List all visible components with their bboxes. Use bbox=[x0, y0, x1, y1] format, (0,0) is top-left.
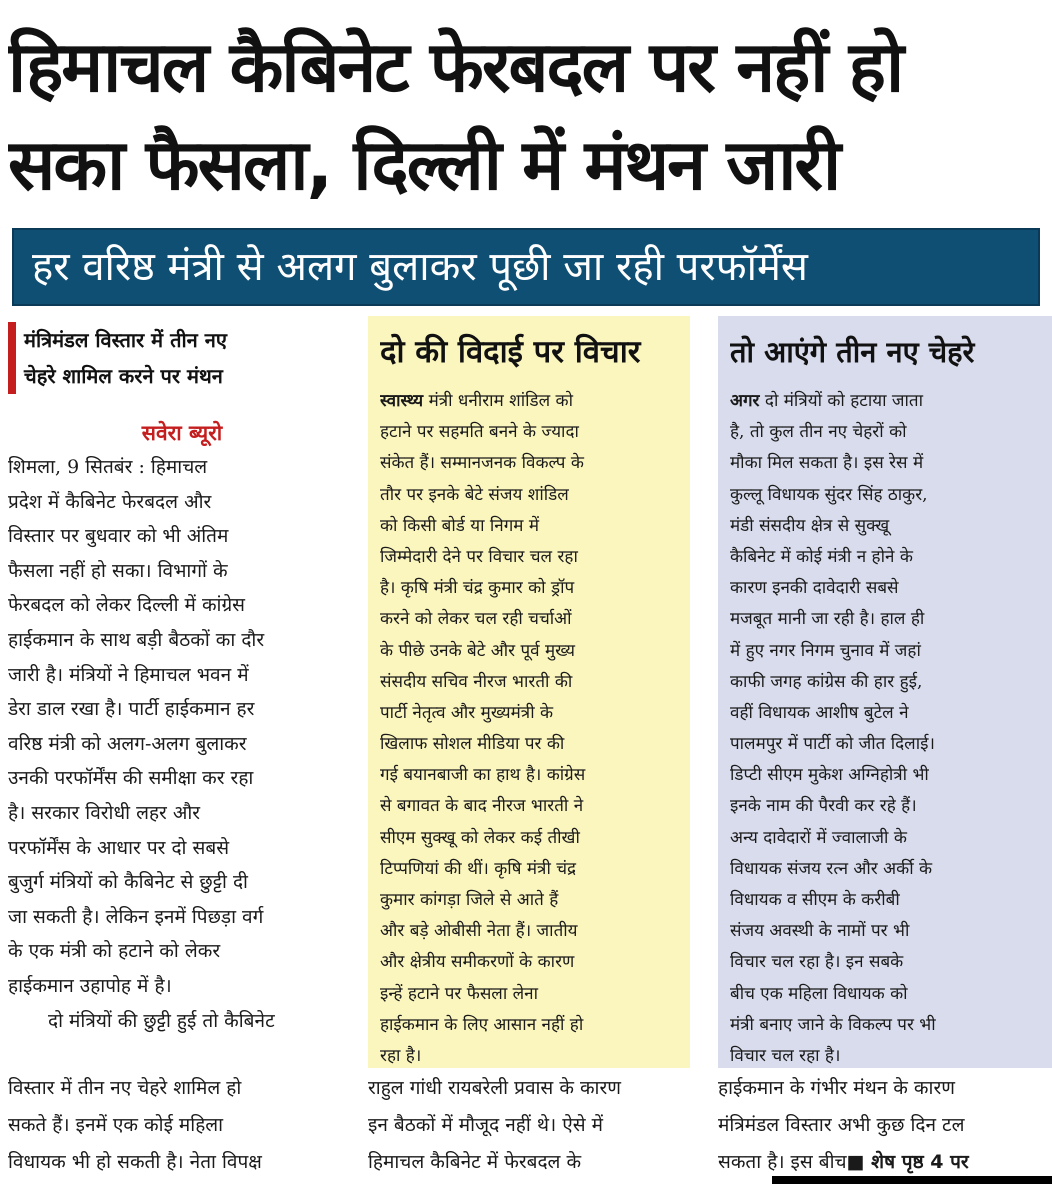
text-line: करने को लेकर चल रही चर्चाओं bbox=[380, 609, 572, 630]
text-line: काफी जगह कांग्रेस की हार हुई, bbox=[730, 671, 923, 692]
text-line: हाईकमान के लिए आसान नहीं हो bbox=[380, 1014, 584, 1035]
line-rest: मंत्री धनीराम शांडिल को bbox=[423, 391, 574, 411]
text-line: दो मंत्रियों की छुट्टी हुई तो कैबिनेट bbox=[48, 1009, 275, 1032]
text-line: विचार चल रहा है। इन सबके bbox=[730, 952, 904, 973]
text-line: जारी है। मंत्रियों ने हिमाचल भवन में bbox=[8, 663, 249, 686]
text-line: के एक मंत्री को हटाने को लेकर bbox=[8, 940, 221, 963]
text-line: और क्षेत्रीय समीकरणों के कारण bbox=[380, 952, 575, 973]
text-line: इन बैठकों में मौजूद नहीं थे। ऐसे में bbox=[368, 1114, 603, 1136]
text-line: टिप्पणियां की थीं। कृषि मंत्री चंद्र bbox=[380, 858, 577, 879]
text-line: संसदीय सचिव नीरज भारती की bbox=[380, 671, 573, 692]
text-line: इन्हें हटाने पर फैसला लेना bbox=[380, 983, 539, 1004]
text-line: पालमपुर में पार्टी को जीत दिलाई। bbox=[730, 734, 935, 755]
text-line: जा सकती है। लेकिन इनमें पिछड़ा वर्ग bbox=[8, 905, 264, 928]
text-line: बीच एक महिला विधायक को bbox=[730, 983, 908, 1004]
text-line: वहीं विधायक आशीष बुटेल ने bbox=[730, 702, 909, 723]
text-line: विधायक संजय रत्न और अर्की के bbox=[730, 858, 933, 879]
text-line: प्रदेश में कैबिनेट फेरबदल और bbox=[8, 490, 212, 513]
text-line: हाईकमान के साथ बड़ी बैठकों का दौर bbox=[8, 628, 265, 651]
text-line: डिप्टी सीएम मुकेश अग्निहोत्री भी bbox=[730, 765, 929, 786]
text-line: में हुए नगर निगम चुनाव में जहां bbox=[730, 640, 921, 661]
text-line: हटाने पर सहमति बनने के ज्यादा bbox=[380, 422, 579, 443]
lead-word: स्वास्थ्य bbox=[380, 391, 424, 411]
text-line: है। कृषि मंत्री चंद्र कुमार को ड्रॉप bbox=[380, 578, 575, 599]
text-line bbox=[730, 386, 1042, 417]
text-line: संकेत हैं। सम्मानजनक विकल्प के bbox=[380, 453, 584, 474]
sidebar-box-new-faces bbox=[718, 316, 1052, 1068]
column-1-subhead bbox=[8, 322, 356, 394]
text-line: वरिष्ठ मंत्री को अलग-अलग बुलाकर bbox=[8, 732, 247, 755]
bottom-column-3 bbox=[718, 1070, 1052, 1181]
text-line: हाईकमान के गंभीर मंथन के कारण bbox=[718, 1077, 955, 1099]
text-line: बुजुर्ग मंत्रियों को कैबिनेट से छुट्टी दी bbox=[8, 871, 248, 894]
text-line: कुल्लू विधायक सुंदर सिंह ठाकुर, bbox=[730, 484, 928, 505]
text-line: खिलाफ सोशल मीडिया पर की bbox=[380, 734, 565, 755]
text-line: इनके नाम की पैरवी कर रहे हैं। bbox=[730, 796, 917, 817]
text-line: मौका मिल सकता है। इस रेस में bbox=[730, 453, 924, 474]
text-line: है। सरकार विरोधी लहर और bbox=[8, 801, 201, 824]
line-rest: दो मंत्रियों को हटाया जाता bbox=[759, 391, 924, 411]
text-line: हिमाचल कैबिनेट में फेरबदल के bbox=[368, 1151, 582, 1173]
text-line: संजय अवस्थी के नामों पर भी bbox=[730, 921, 910, 942]
page-edge-bar bbox=[772, 1176, 1052, 1184]
text-line: उनकी परफॉर्मेंस की समीक्षा कर रहा bbox=[8, 767, 254, 790]
text-line: परफॉर्मेंस के आधार पर दो सबसे bbox=[8, 836, 230, 859]
box-body bbox=[730, 386, 1042, 1068]
text-line: फैसला नहीं हो सका। विभागों के bbox=[8, 559, 228, 582]
subhead-line: मंत्रिमंडल विस्तार में तीन नए bbox=[24, 328, 227, 352]
text-line: रहा है। bbox=[380, 1045, 422, 1066]
article-column-1 bbox=[8, 322, 356, 1038]
text-line: तौर पर इनके बेटे संजय शांडिल bbox=[380, 484, 569, 505]
text-line: कैबिनेट में कोई मंत्री न होने के bbox=[730, 546, 913, 567]
text-line: फेरबदल को लेकर दिल्ली में कांग्रेस bbox=[8, 594, 246, 617]
text-line: सकते हैं। इनमें एक कोई महिला bbox=[8, 1114, 224, 1136]
text-line: विस्तार पर बुधवार को भी अंतिम bbox=[8, 525, 229, 548]
headline bbox=[8, 18, 1048, 214]
text-line: है, तो कुल तीन नए चेहरों को bbox=[730, 422, 907, 443]
text-line: कुमार कांगड़ा जिले से आते हैं bbox=[380, 890, 559, 910]
bottom-column-2 bbox=[368, 1070, 708, 1181]
text-line: मंत्री बनाए जाने के विकल्प पर भी bbox=[730, 1014, 936, 1035]
sidebar-box-farewell bbox=[368, 316, 690, 1068]
text-line: राहुल गांधी रायबरेली प्रवास के कारण bbox=[368, 1077, 621, 1099]
text-line: को किसी बोर्ड या निगम में bbox=[380, 515, 540, 536]
text-line: विचार चल रहा है। bbox=[730, 1045, 841, 1066]
column-1-body bbox=[8, 450, 356, 1038]
text-line: विस्तार में तीन नए चेहरे शामिल हो bbox=[8, 1077, 242, 1099]
text-line: अन्य दावेदारों में ज्वालाजी के bbox=[730, 827, 907, 848]
text-line: कारण इनकी दावेदारी सबसे bbox=[730, 578, 899, 599]
headline-line-2: सका फैसला, दिल्ली में मंथन जारी bbox=[8, 124, 840, 206]
text-line: गई बयानबाजी का हाथ है। कांग्रेस bbox=[380, 765, 586, 786]
deck-text: हर वरिष्ठ मंत्री से अलग बुलाकर पूछी जा रही परफॉर्मेंस bbox=[32, 244, 808, 290]
byline: सवेरा ब्यूरो bbox=[141, 421, 223, 445]
text-line: और बड़े ओबीसी नेता हैं। जातीय bbox=[380, 921, 578, 942]
text-line: विधायक भी हो सकती है। नेता विपक्ष bbox=[8, 1151, 262, 1173]
text-line: से बगावत के बाद नीरज भारती ने bbox=[380, 796, 584, 817]
box-heading: तो आएंगे तीन नए चेहरे bbox=[730, 335, 975, 369]
subhead-line: चेहरे शामिल करने पर मंथन bbox=[24, 364, 223, 388]
text-line: डेरा डाल रखा है। पार्टी हाईकमान हर bbox=[8, 698, 255, 721]
lead-word: अगर bbox=[730, 391, 760, 411]
text-line: पार्टी नेतृत्व और मुख्यमंत्री के bbox=[380, 702, 554, 723]
text-line: हाईकमान उहापोह में है। bbox=[8, 974, 172, 997]
text-line: जिम्मेदारी देने पर विचार चल रहा bbox=[380, 546, 578, 567]
text-line bbox=[380, 386, 680, 417]
box-body bbox=[380, 386, 680, 1068]
line-text: सकता है। इस बीच bbox=[718, 1151, 847, 1173]
text-line: मंडी संसदीय क्षेत्र से सुक्खू bbox=[730, 515, 890, 536]
text-line: विधायक व सीएम के करीबी bbox=[730, 890, 900, 910]
text-line: सीएम सुक्खू को लेकर कई तीखी bbox=[380, 827, 580, 848]
box-heading: दो की विदाई पर विचार bbox=[380, 334, 641, 370]
text-line: मंत्रिमंडल विस्तार अभी कुछ दिन टल bbox=[718, 1114, 965, 1136]
bottom-column-1 bbox=[8, 1070, 358, 1181]
text-line: शिमला, 9 सितबंर : हिमाचल bbox=[8, 456, 208, 478]
text-line: के पीछे उनके बेटे और पूर्व मुख्य bbox=[380, 640, 575, 661]
headline-line-1: हिमाचल कैबिनेट फेरबदल पर नहीं हो bbox=[8, 26, 903, 108]
text-line: मजबूत मानी जा रही है। हाल ही bbox=[730, 609, 925, 630]
continued-marker: ■ शेष पृष्ठ 4 पर bbox=[846, 1151, 969, 1173]
deck-banner bbox=[12, 228, 1040, 306]
